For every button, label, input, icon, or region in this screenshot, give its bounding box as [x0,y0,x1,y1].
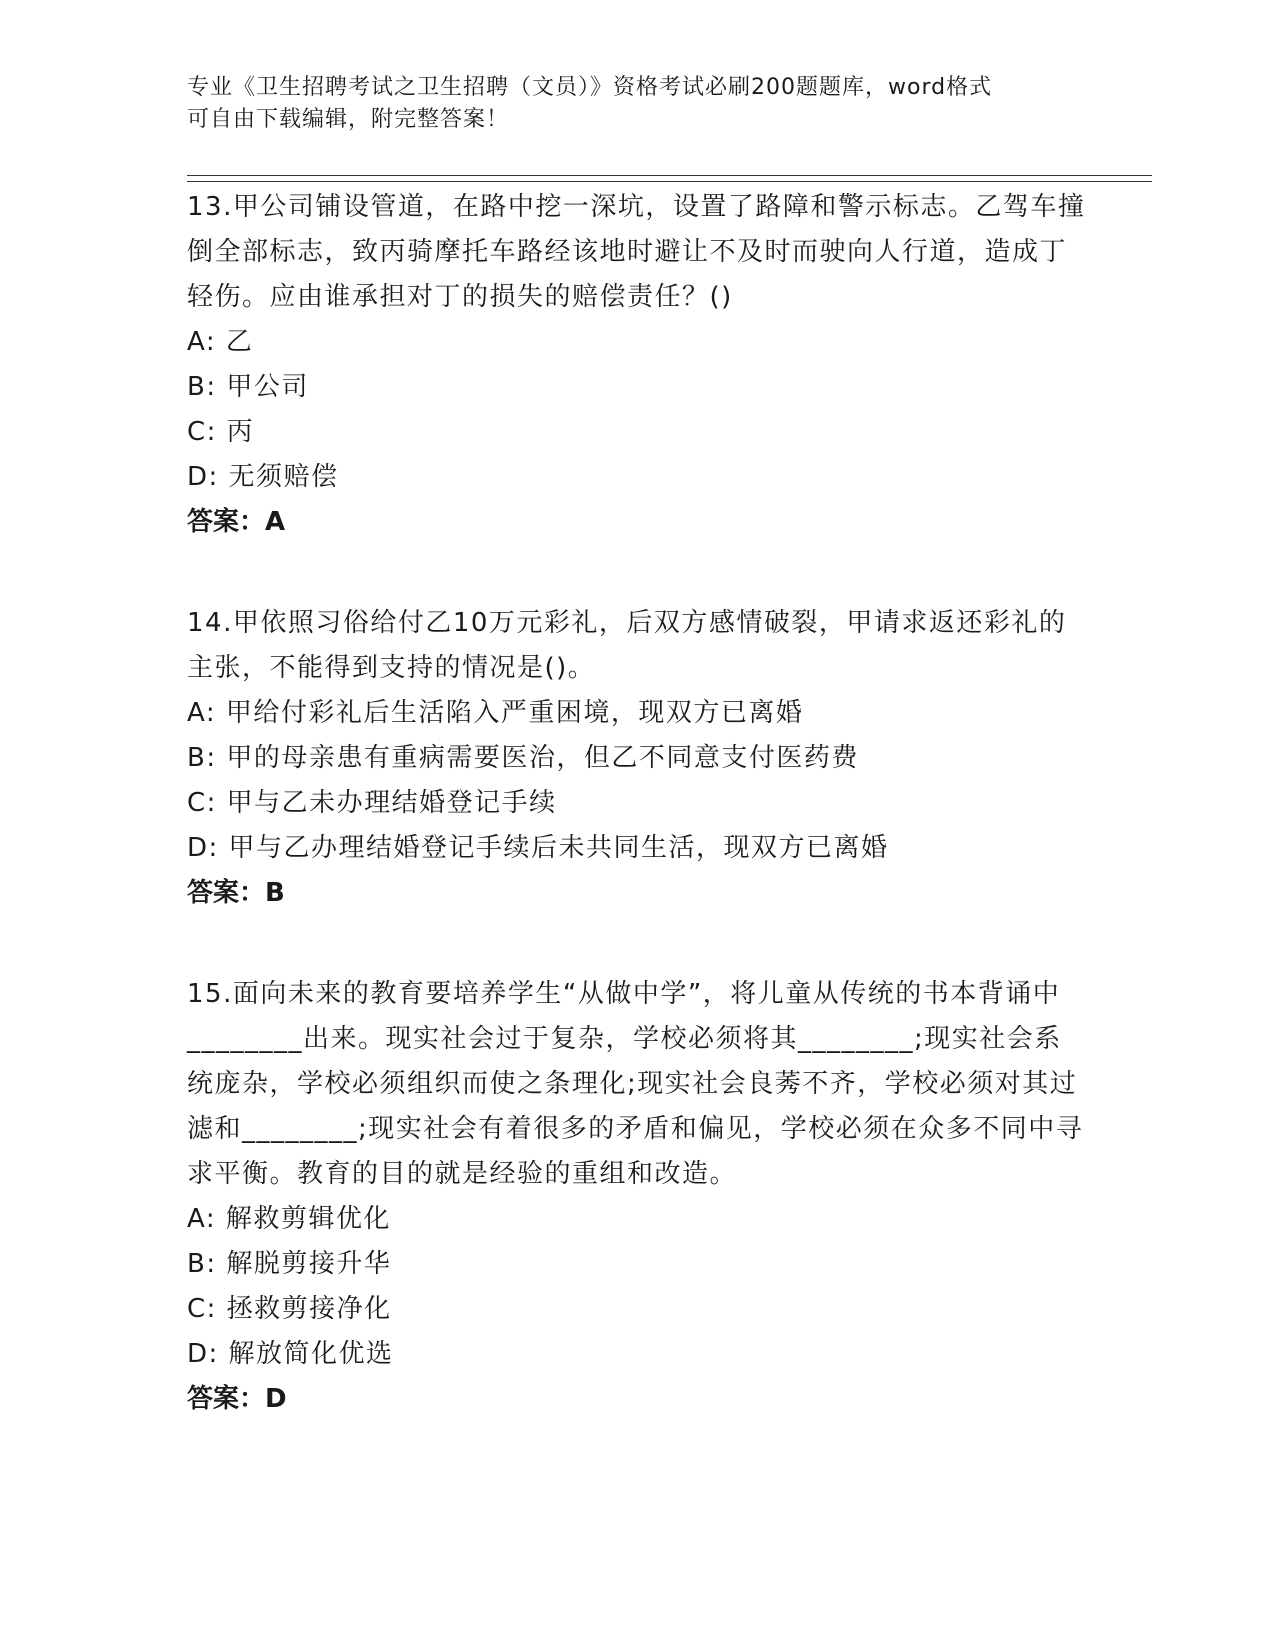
header-divider-bottom [187,181,1152,182]
document-header [187,72,1087,136]
question-text: 14.甲依照习俗给付乙10万元彩礼，后双方感情破裂，甲请求返还彩礼的主张，不能得到支持的情况是()。 [187,608,1067,683]
option-c: C: 甲与乙未办理结婚登记手续 [187,788,557,818]
question-text: 15.面向未来的教育要培养学生“从做中学”，将儿童从传统的书本背诵中________出来。现实社会过于复杂，学校必须将其________;现实社会系统庞杂，学校必须组织而使之条理化;现实社会良莠不齐，学校必须对其过滤和________;现实社会有着很多的矛盾和偏见，学校必须在众多不同中寻求平衡。教育的目的就是经验的重组和改造。 [187,979,1084,1189]
option-a: A: 乙 [187,327,254,357]
option-b: B: 解脱剪接升华 [187,1249,392,1279]
answer-line: 答案：D [187,1384,287,1414]
answer-line: 答案：B [187,878,285,908]
question-15 [187,972,1087,1422]
option-d: D: 解放简化优选 [187,1339,394,1369]
option-d: D: 甲与乙办理结婚登记手续后未共同生活，现双方已离婚 [187,833,889,863]
header-line-1: 专业《卫生招聘考试之卫生招聘（文员）》资格考试必刷200题题库，word格式 [187,75,993,100]
header-line-2: 可自由下载编辑，附完整答案！ [187,107,510,132]
header-divider-top [187,175,1152,176]
option-b: B: 甲公司 [187,372,309,402]
option-c: C: 丙 [187,417,255,447]
answer-line: 答案：A [187,507,286,537]
question-13 [187,185,1087,545]
option-a: A: 解救剪辑优化 [187,1204,391,1234]
option-c: C: 拯救剪接净化 [187,1294,392,1324]
option-a: A: 甲给付彩礼后生活陷入严重困境，现双方已离婚 [187,698,804,728]
option-d: D: 无须赔偿 [187,462,339,492]
question-14 [187,601,1087,916]
question-text: 13.甲公司铺设管道，在路中挖一深坑，设置了路障和警示标志。乙驾车撞倒全部标志，致丙骑摩托车路经该地时避让不及时而驶向人行道，造成丁轻伤。应由谁承担对丁的损失的赔偿责任？() [187,192,1086,312]
option-b: B: 甲的母亲患有重病需要医治，但乙不同意支付医药费 [187,743,859,773]
question-list [187,185,1087,1478]
